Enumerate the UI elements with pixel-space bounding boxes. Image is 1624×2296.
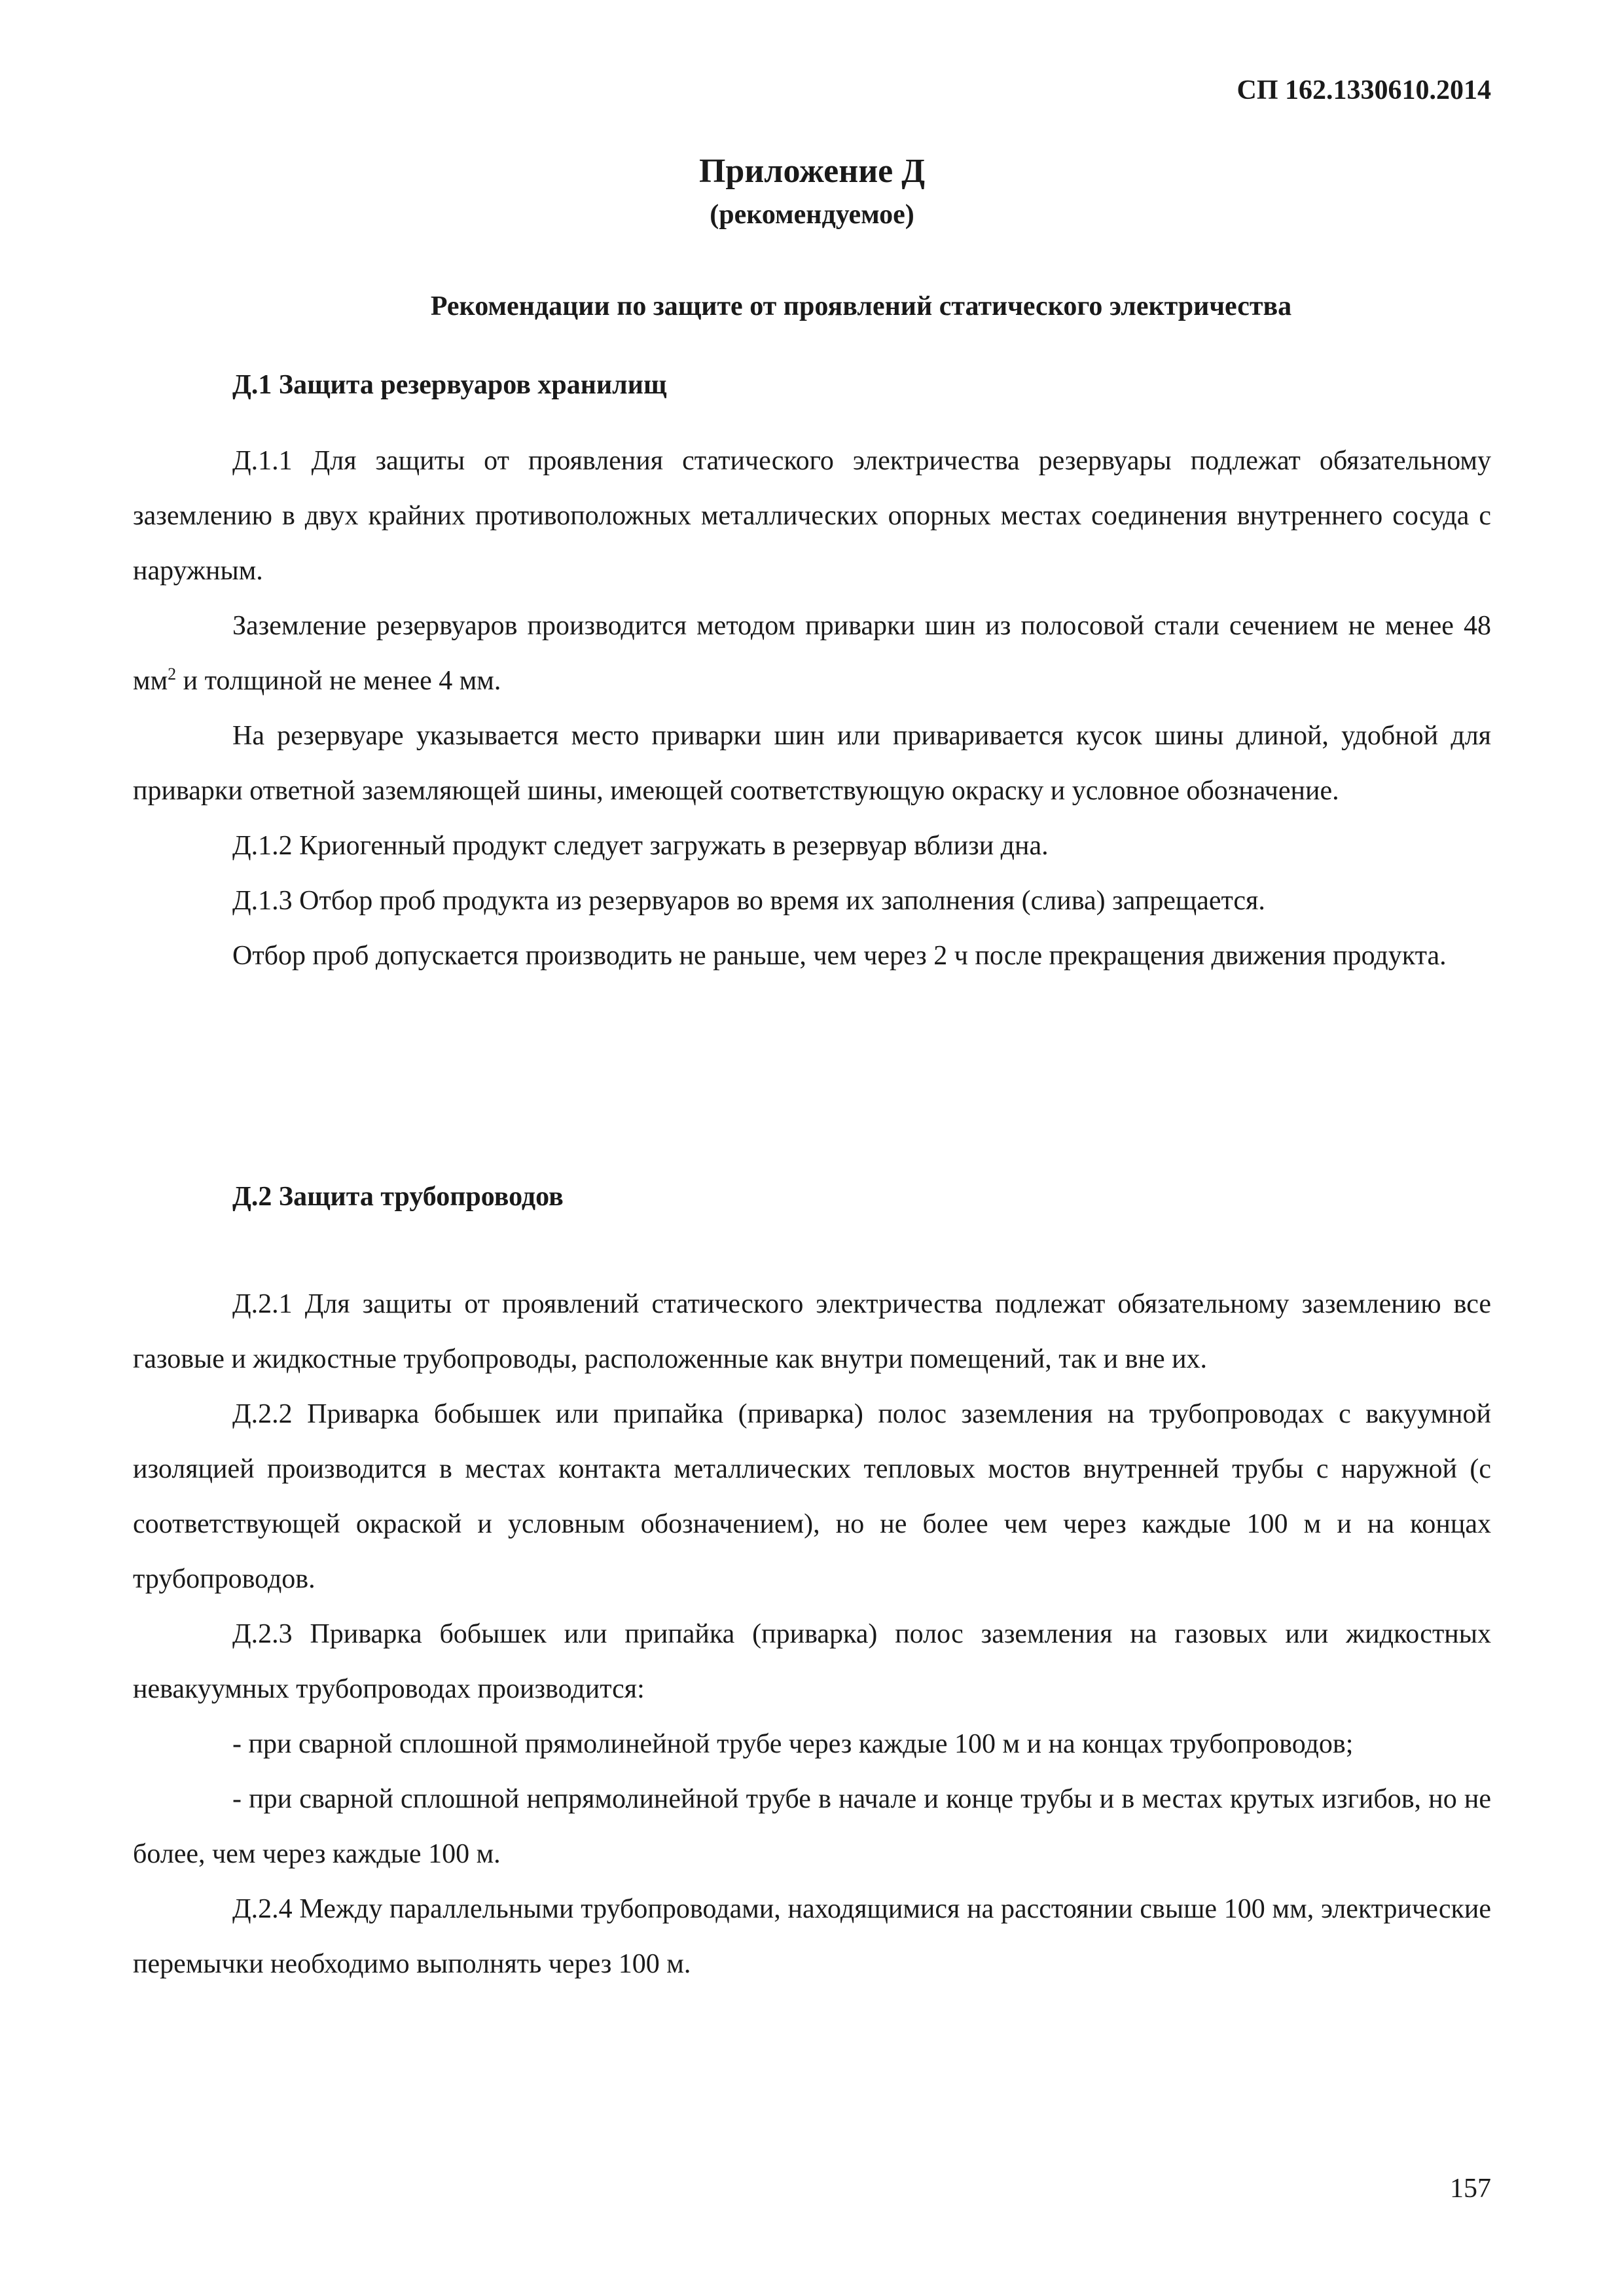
paragraph-d1-grounding-tail: и толщиной не менее 4 мм. — [176, 666, 501, 696]
paragraph-d2-4: Д.2.4 Между параллельными трубопроводами, находящимися на расстоянии свыше 100 мм, электрические перемычки необходимо выполнять через 100 м. — [133, 1894, 1491, 1979]
paragraph-d1-sampling: Отбор проб допускается производить не раньше, чем через 2 ч после прекращения движения продукта. — [232, 941, 1447, 971]
page-number: 157 — [1450, 2174, 1491, 2204]
paragraph-d1-1: Д.1.1 Для защиты от проявления статического электричества резервуары подлежат обязательному заземлению в двух крайних противоположных металлических опорных местах соединения внутреннего сосуда с наружным. — [133, 446, 1491, 586]
appendix-status: (рекомендуемое) — [710, 200, 914, 230]
list-item-straight-pipe: - при сварной сплошной прямолинейной трубе через каждые 100 м и на концах трубопроводов; — [232, 1729, 1354, 1759]
section-d1-body — [133, 433, 1491, 983]
paragraph-d1-3: Д.1.3 Отбор проб продукта из резервуаров во время их заполнения (слива) запрещается. — [232, 886, 1265, 916]
appendix-heading: Рекомендации по защите от проявлений статического электричества — [430, 291, 1292, 321]
section-title-d2: Д.2 Защита трубопроводов — [232, 1182, 564, 1212]
paragraph-d2-1: Д.2.1 Для защиты от проявлений статического электричества подлежат обязательному заземлению все газовые и жидкостные трубопроводы, расположенные как внутри помещений, так и вне их. — [133, 1289, 1491, 1374]
superscript-2: 2 — [168, 665, 177, 683]
paragraph-d2-3: Д.2.3 Приварка бобышек или припайка (приварка) полос заземления на газовых или жидкостных невакуумных трубопроводах производится: — [133, 1619, 1491, 1704]
paragraph-d2-2: Д.2.2 Приварка бобышек или припайка (приварка) полос заземления на трубопроводах с вакуумной изоляцией производится в местах контакта металлических тепловых мостов внутренней трубы с наружной (с соответствующей окраской и условным обозначением), но не более чем через каждые 100 м и на концах трубопроводов. — [133, 1399, 1491, 1594]
paragraph-d1-grounding — [133, 598, 1491, 708]
list-item-curved-pipe: - при сварной сплошной непрямолинейной трубе в начале и конце трубы и в местах крутых изгибов, но не более, чем через каждые 100 м. — [133, 1784, 1491, 1869]
section-title-d1: Д.1 Защита резервуаров хранилищ — [232, 370, 667, 400]
section-d2-body — [133, 1277, 1491, 1992]
appendix-title: Приложение Д — [698, 153, 926, 190]
document-code: СП 162.1330610.2014 — [1236, 75, 1491, 105]
paragraph-d1-2: Д.1.2 Криогенный продукт следует загружать в резервуар вблизи дна. — [232, 831, 1049, 861]
paragraph-d1-marking: На резервуаре указывается место приварки шин или приваривается кусок шины длиной, удобной для приварки ответной заземляющей шины, имеющей соответствующую окраску и условное обозначение. — [133, 721, 1491, 806]
paragraph-d1-grounding-text: Заземление резервуаров производится методом приварки шин из полосовой стали сечением не менее 48 мм — [133, 611, 1491, 696]
